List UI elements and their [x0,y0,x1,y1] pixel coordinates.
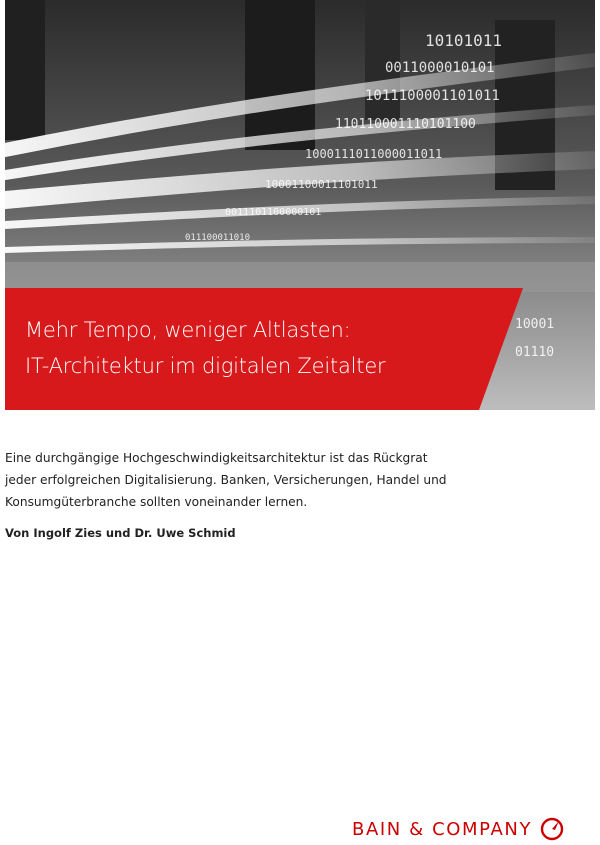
author-byline: Von Ingolf Zies und Dr. Uwe Schmid [5,526,236,540]
company-name: BAIN & COMPANY [352,818,533,840]
bain-compass-icon [540,817,564,841]
lead-paragraph [5,447,445,513]
binary-text: 011100011010 [185,233,251,243]
binary-text: 0011101100000101 [225,207,322,218]
title-band [5,288,595,410]
lead-line: Konsumgüterbranche sollten voneinander lernen. [5,495,308,509]
page-subtitle: IT-Architektur im digitalen Zeitalter [25,354,386,378]
binary-text: 10101011 [425,31,503,50]
red-title-shape [5,288,595,410]
binary-text: 10001100011101011 [265,178,378,191]
binary-text: 1011100001101011 [365,88,500,104]
page-title: Mehr Tempo, weniger Altlasten: [25,318,351,342]
binary-text: 0011000010101 [385,60,495,76]
binary-text: 01110 [515,345,555,360]
binary-text: 1000111011000011011 [305,147,443,161]
lead-line: jeder erfolgreichen Digitalisierung. Banken, Versicherungen, Handel und [5,473,447,487]
binary-text: 110110001110101100 [335,117,476,132]
company-logo [352,815,564,843]
lead-line: Eine durchgängige Hochgeschwindigkeitsarchitektur ist das Rückgrat [5,451,428,465]
binary-text: 10001 [515,317,555,332]
